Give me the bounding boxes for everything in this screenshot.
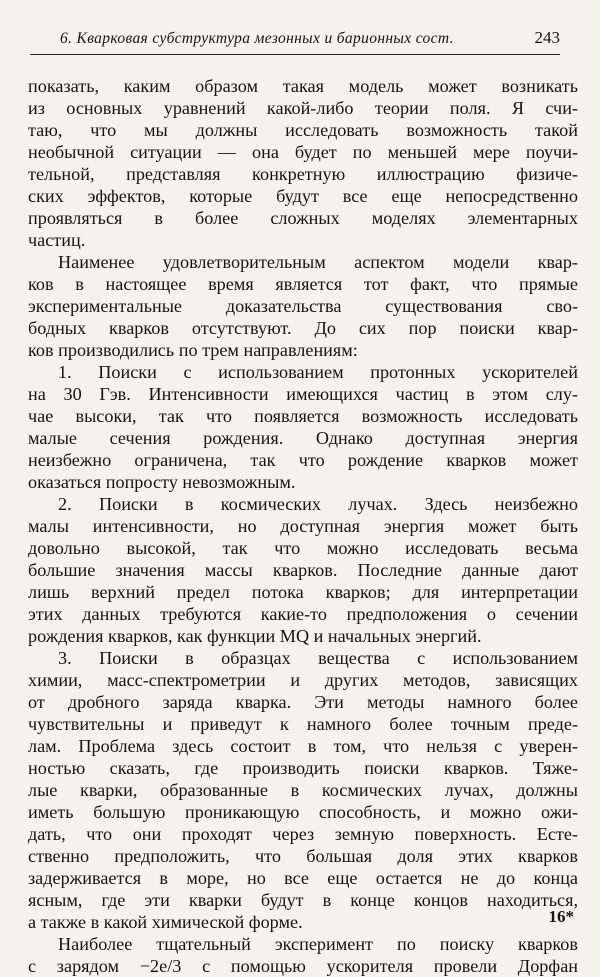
- text-line: 2. Поиски в космических лучах. Здесь неизбежно: [58, 494, 578, 514]
- text-line: лам. Проблема здесь состоит в том, что нельзя с уверен-: [28, 736, 578, 756]
- text-line: малые сечения рождения. Однако доступная энергия: [28, 428, 578, 448]
- text-line: показать, каким образом такая модель может возникать: [28, 76, 578, 96]
- text-line: довольно высокой, так что можно исследовать весьма: [28, 538, 578, 558]
- text-line: Наименее удовлетворительным аспектом модели квар-: [58, 252, 578, 272]
- text-line: бодных кварков отсутствуют. До сих пор поиски квар-: [28, 318, 578, 338]
- text-line: 3. Поиски в образцах вещества с использованием: [58, 648, 578, 668]
- text-line: дать, что они проходят через земную поверхность. Есте-: [28, 824, 578, 844]
- text-line: ских эффектов, которые будут все еще непосредственно: [28, 186, 578, 206]
- running-head-title: 6. Кварковая субструктура мезонных и барионных сост.: [60, 30, 454, 47]
- text-line: чае высоки, так что появляется возможность исследовать: [28, 406, 578, 426]
- text-line: 1. Поиски с использованием протонных ускорителей: [58, 362, 578, 382]
- text-line: на 30 Гэв. Интенсивности имеющихся частиц в этом слу-: [28, 384, 578, 404]
- text-line: с зарядом −2e/3 с помощью ускорителя провели Дорфан: [28, 956, 578, 976]
- text-line: тельной, представляя конкретную иллюстрацию физиче-: [28, 164, 578, 184]
- text-line: Наиболее тщательный эксперимент по поиску кварков: [58, 934, 578, 954]
- text-line: ственно предположить, что большая доля этих кварков: [28, 846, 578, 866]
- text-line: лые кварки, образованные в космических лучах, должны: [28, 780, 578, 800]
- page-number: 243: [534, 28, 560, 47]
- text-line: ков в настоящее время является тот факт, что прямые: [28, 274, 578, 294]
- text-line: экспериментальные доказательства существования сво-: [28, 296, 578, 316]
- text-line: малы интенсивности, но доступная энергия может быть: [28, 516, 578, 536]
- text-line: химии, масс-спектрометрии и других методов, зависящих: [28, 670, 578, 690]
- text-line: неизбежно ограничена, так что рождение кварков может: [28, 450, 578, 470]
- text-line: частиц.: [28, 230, 86, 250]
- text-line: задерживается в море, но все еще остается не до конца: [28, 868, 578, 888]
- text-line: ностью сказать, где производить поиски кварков. Тяже-: [28, 758, 578, 778]
- text-line: а также в какой химической форме.: [28, 912, 303, 932]
- text-line: от дробного заряда кварка. Эти методы намного более: [28, 692, 578, 712]
- text-line: иметь большую проникающую способность, и можно ожи-: [28, 802, 578, 822]
- text-line: необычной ситуации — она будет по меньшей мере поучи-: [28, 142, 578, 162]
- text-line: большие значения массы кварков. Последние данные дают: [28, 560, 578, 580]
- text-line: лишь верхний предел потока кварков; для интерпретации: [28, 582, 578, 602]
- text-line: этих данных требуются какие-то предположения о сечении: [28, 604, 578, 624]
- signature-mark: 16*: [548, 907, 574, 926]
- text-line: из основных уравнений какой-либо теории поля. Я счи-: [28, 98, 578, 118]
- text-line: рождения кварков, как функции MQ и начальных энергий.: [28, 626, 482, 646]
- text-line: таю, что мы должны исследовать возможность такой: [28, 120, 578, 140]
- text-line: чувствительны и приведут к намного более точным преде-: [28, 714, 578, 734]
- text-line: ков производились по трем направлениям:: [28, 340, 358, 360]
- text-line: ясным, где эти кварки будут в конце концов находиться,: [28, 890, 578, 910]
- text-line: оказаться попросту невозможным.: [28, 472, 296, 492]
- running-head: [30, 30, 560, 55]
- text-line: проявляться в более сложных моделях элементарных: [28, 208, 578, 228]
